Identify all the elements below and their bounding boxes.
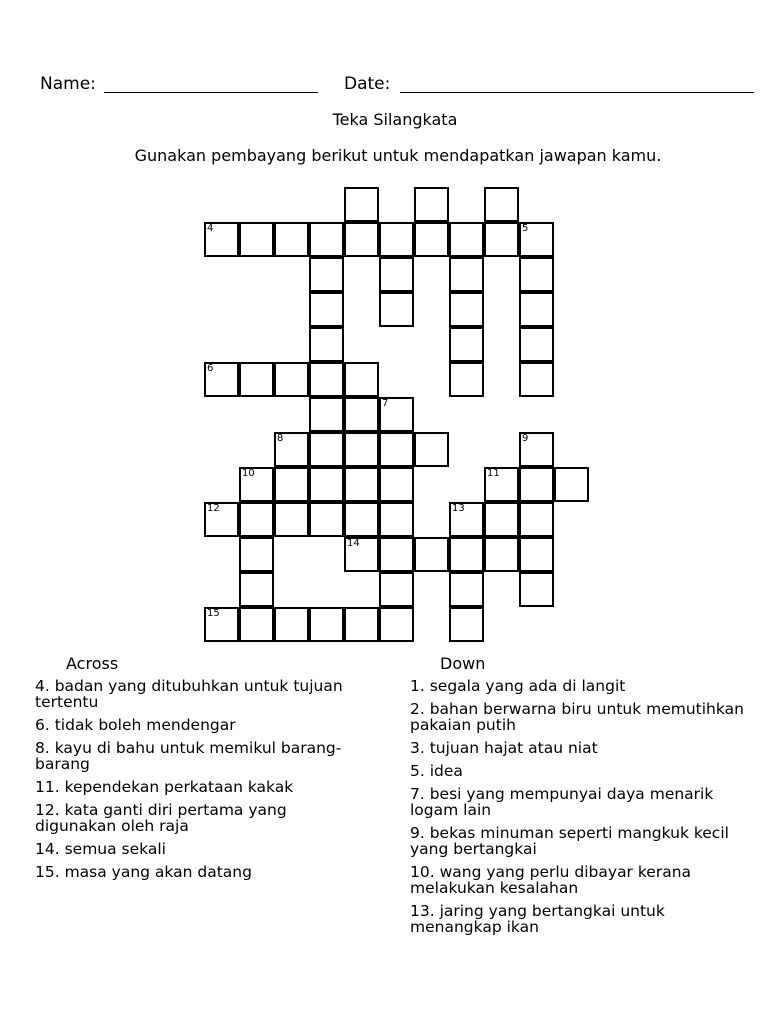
down-clue: 9. bekas minuman seperti mangkuk kecil yang bertangkai	[410, 824, 729, 858]
crossword-cell[interactable]	[379, 292, 414, 327]
crossword-cell[interactable]	[519, 257, 554, 292]
clue-number: 15	[207, 608, 220, 619]
crossword-cell[interactable]	[204, 607, 239, 642]
across-clue: 15. masa yang akan datang	[35, 863, 252, 881]
down-clue: 3. tujuan hajat atau niat	[410, 739, 598, 757]
crossword-cell[interactable]	[379, 222, 414, 257]
down-clue: 7. besi yang mempunyai daya menarik logam lain	[410, 785, 714, 819]
crossword-cell[interactable]	[274, 502, 309, 537]
crossword-cell[interactable]	[239, 572, 274, 607]
crossword-cell[interactable]	[414, 187, 449, 222]
down-clue: 10. wang yang perlu dibayar kerana melakukan kesalahan	[410, 863, 692, 897]
crossword-cell[interactable]	[519, 292, 554, 327]
clue-number: 5	[522, 223, 529, 234]
crossword-cell[interactable]	[484, 537, 519, 572]
crossword-cell[interactable]	[519, 537, 554, 572]
crossword-cell[interactable]	[344, 222, 379, 257]
crossword-cell[interactable]	[449, 257, 484, 292]
crossword-cell[interactable]	[239, 607, 274, 642]
crossword-cell[interactable]	[449, 327, 484, 362]
clue-number: 4	[207, 223, 214, 234]
crossword-cell[interactable]	[239, 502, 274, 537]
crossword-cell[interactable]	[379, 607, 414, 642]
crossword-cell[interactable]	[519, 362, 554, 397]
crossword-cell[interactable]	[414, 537, 449, 572]
crossword-cell[interactable]	[379, 257, 414, 292]
clue-number: 11	[487, 468, 500, 479]
crossword-cell[interactable]	[204, 362, 239, 397]
crossword-cell[interactable]	[379, 502, 414, 537]
date-label: Date:	[344, 74, 391, 94]
crossword-cell[interactable]	[204, 222, 239, 257]
down-clue: 13. jaring yang bertangkai untuk menangkap ikan	[410, 902, 665, 936]
crossword-cell[interactable]	[519, 222, 554, 257]
name-label: Name:	[40, 74, 96, 94]
crossword-cell[interactable]	[484, 467, 519, 502]
across-heading: Across	[66, 654, 119, 673]
crossword-cell[interactable]	[449, 537, 484, 572]
crossword-cell[interactable]	[484, 187, 519, 222]
clue-number: 12	[207, 503, 220, 514]
crossword-cell[interactable]	[274, 362, 309, 397]
crossword-cell[interactable]	[379, 467, 414, 502]
crossword-cell[interactable]	[414, 432, 449, 467]
across-clue: 6. tidak boleh mendengar	[35, 716, 236, 734]
crossword-cell[interactable]	[449, 362, 484, 397]
crossword-cell[interactable]	[309, 397, 344, 432]
across-clue: 4. badan yang ditubuhkan untuk tujuan tertentu	[35, 677, 343, 711]
crossword-cell[interactable]	[309, 607, 344, 642]
crossword-cell[interactable]	[484, 502, 519, 537]
crossword-cell[interactable]	[379, 572, 414, 607]
crossword-cell[interactable]	[344, 502, 379, 537]
down-clue-list	[410, 678, 760, 942]
crossword-cell[interactable]	[379, 397, 414, 432]
down-clue: 5. idea	[410, 762, 463, 780]
crossword-cell[interactable]	[239, 362, 274, 397]
crossword-cell[interactable]	[309, 222, 344, 257]
crossword-cell[interactable]	[309, 432, 344, 467]
crossword-cell[interactable]	[344, 537, 379, 572]
crossword-cell[interactable]	[484, 222, 519, 257]
crossword-cell[interactable]	[449, 502, 484, 537]
crossword-cell[interactable]	[379, 432, 414, 467]
clue-number: 6	[207, 363, 214, 374]
crossword-cell[interactable]	[344, 607, 379, 642]
crossword-cell[interactable]	[309, 467, 344, 502]
crossword-cell[interactable]	[519, 467, 554, 502]
crossword-cell[interactable]	[239, 222, 274, 257]
crossword-cell[interactable]	[309, 257, 344, 292]
crossword-cell[interactable]	[239, 467, 274, 502]
clue-number: 14	[347, 538, 360, 549]
crossword-cell[interactable]	[344, 362, 379, 397]
instruction-text: Gunakan pembayang berikut untuk mendapatkan jawapan kamu.	[134, 146, 662, 165]
down-clue: 1. segala yang ada di langit	[410, 677, 626, 695]
crossword-cell[interactable]	[344, 467, 379, 502]
across-clue-list	[35, 678, 365, 887]
crossword-cell[interactable]	[274, 467, 309, 502]
crossword-cell[interactable]	[274, 432, 309, 467]
clue-number: 8	[277, 433, 284, 444]
across-clue: 8. kayu di bahu untuk memikul barang-barang	[35, 739, 342, 773]
crossword-cell[interactable]	[449, 292, 484, 327]
crossword-cell[interactable]	[519, 432, 554, 467]
page-title: Teka Silangkata	[332, 110, 458, 129]
clue-number: 10	[242, 468, 255, 479]
crossword-cell[interactable]	[344, 397, 379, 432]
crossword-cell[interactable]	[519, 327, 554, 362]
clue-number: 13	[452, 503, 465, 514]
clue-number: 9	[522, 433, 529, 444]
crossword-cell[interactable]	[274, 222, 309, 257]
crossword-cell[interactable]	[554, 467, 589, 502]
crossword-cell[interactable]	[309, 362, 344, 397]
crossword-cell[interactable]	[309, 502, 344, 537]
crossword-cell[interactable]	[274, 607, 309, 642]
across-clue: 11. kependekan perkataan kakak	[35, 778, 294, 796]
crossword-cell[interactable]	[344, 187, 379, 222]
crossword-cell[interactable]	[309, 327, 344, 362]
crossword-cell[interactable]	[379, 537, 414, 572]
crossword-cell[interactable]	[519, 502, 554, 537]
crossword-cell[interactable]	[204, 502, 239, 537]
crossword-cell[interactable]	[309, 292, 344, 327]
crossword-cell[interactable]	[519, 572, 554, 607]
crossword-cell[interactable]	[414, 222, 449, 257]
crossword-cell[interactable]	[449, 607, 484, 642]
crossword-cell[interactable]	[449, 222, 484, 257]
across-clue: 14. semua sekali	[35, 840, 166, 858]
crossword-cell[interactable]	[344, 432, 379, 467]
across-clue: 12. kata ganti diri pertama yang digunakan oleh raja	[35, 801, 287, 835]
clue-number: 7	[382, 398, 389, 409]
crossword-cell[interactable]	[449, 572, 484, 607]
down-clue: 2. bahan berwarna biru untuk memutihkan pakaian putih	[410, 700, 744, 734]
down-heading: Down	[440, 654, 486, 673]
crossword-cell[interactable]	[239, 537, 274, 572]
